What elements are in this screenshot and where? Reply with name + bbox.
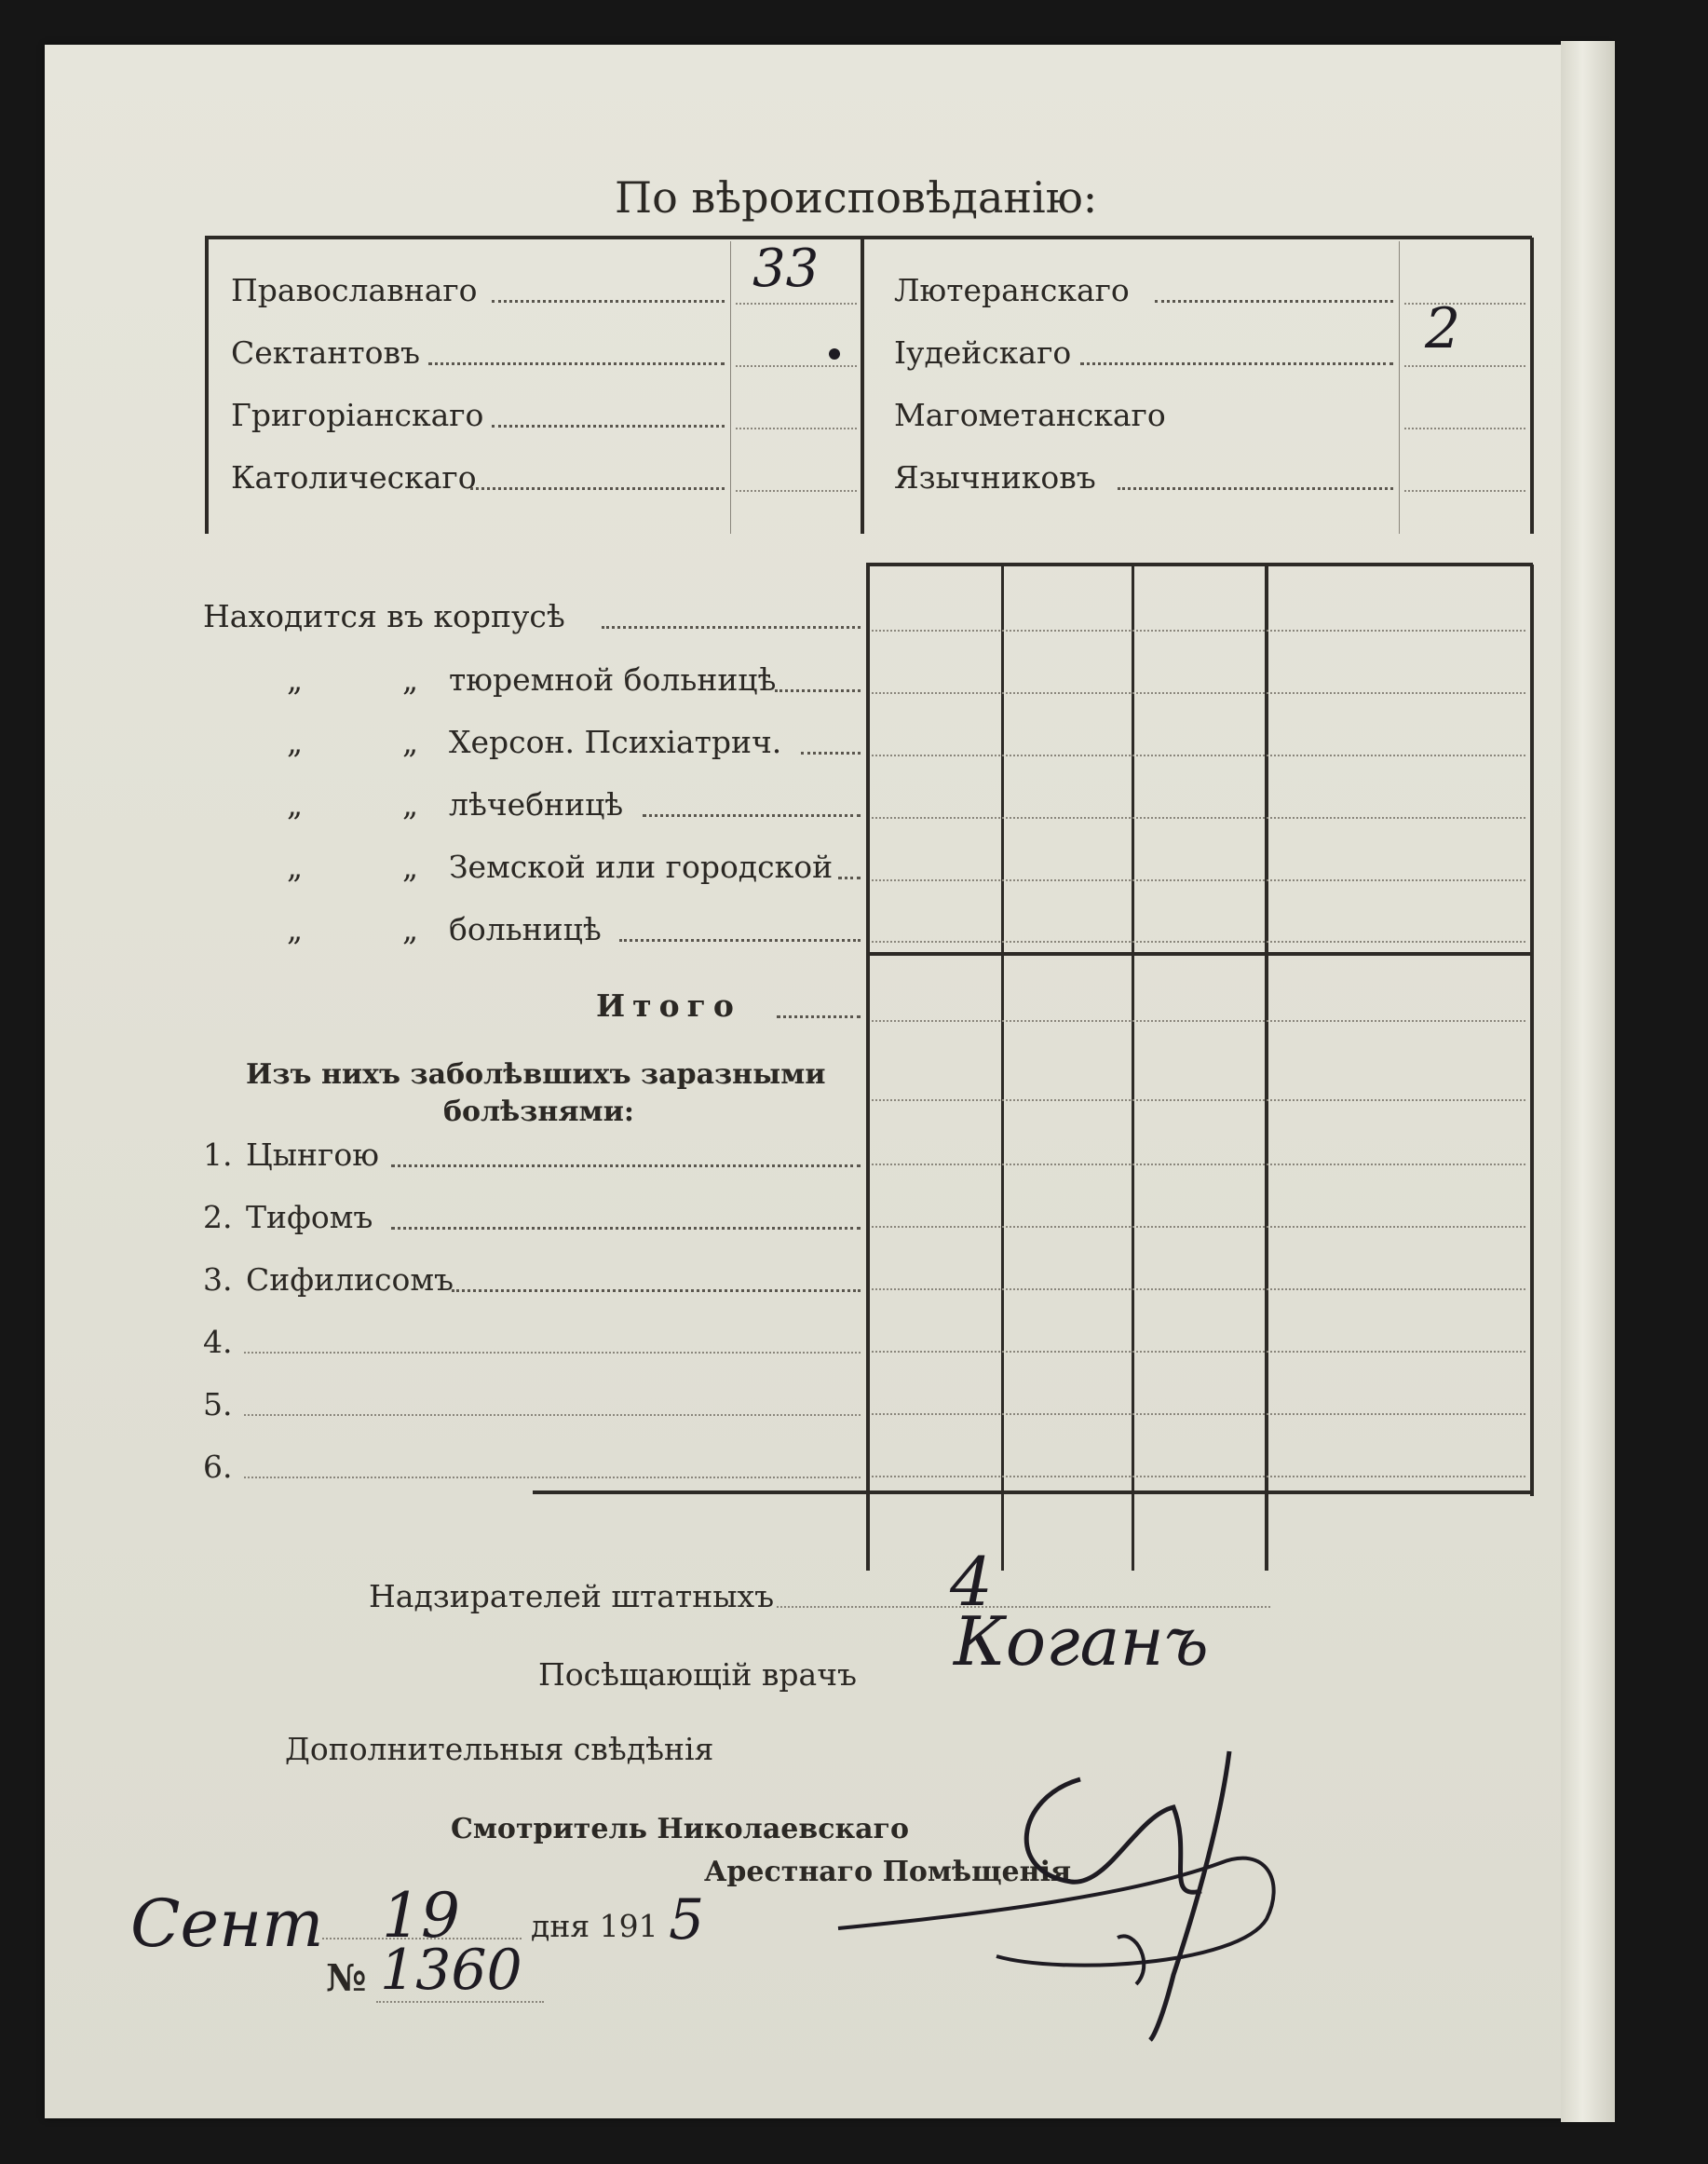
blank-line — [244, 1352, 861, 1354]
religion-gregorian-label: Григоріанскаго — [231, 397, 484, 433]
ditto-mark: „ — [287, 786, 304, 823]
grid-bottom-line — [533, 1490, 1533, 1494]
grid-row-line — [872, 1099, 1525, 1101]
signer-title-line2: Арестнаго Помѣщенія — [704, 1856, 1072, 1888]
religion-table-mid — [861, 238, 864, 534]
religion-muslim-label: Магометанскаго — [894, 397, 1166, 433]
grid-row-line — [872, 1413, 1525, 1415]
dots — [492, 425, 725, 428]
doctor-label: Посѣщающій врачъ — [538, 1656, 858, 1693]
religion-judaic-label: Іудейскаго — [894, 334, 1072, 371]
dots — [801, 752, 861, 755]
diseases-heading-line2: болѣзнями: — [443, 1096, 634, 1128]
cell-line — [736, 303, 857, 305]
cell-line — [1404, 428, 1525, 429]
disease-number: 3. — [203, 1261, 233, 1298]
cell-line — [736, 490, 857, 492]
grid-row-line — [872, 879, 1525, 881]
dots — [470, 487, 725, 490]
grid-row-line — [872, 1226, 1525, 1228]
ditto-mark: „ — [287, 724, 304, 760]
disease-number: 6. — [203, 1449, 233, 1485]
additional-info-label: Дополнительныя свѣдѣнія — [285, 1731, 714, 1767]
total-label: Итого — [596, 987, 741, 1024]
grid-col-5 — [1530, 565, 1534, 1496]
signature-flourish — [782, 1742, 1304, 2049]
grid-col-4 — [1265, 565, 1268, 1571]
disease-number: 1. — [203, 1136, 233, 1173]
paper-edge — [1561, 41, 1615, 2122]
dots — [391, 1227, 861, 1230]
ink-dot — [829, 348, 840, 360]
dots — [391, 1164, 861, 1167]
date-day: 19 — [382, 1880, 460, 1952]
location-zemstvo-label: Земской или городской — [449, 849, 834, 885]
ditto-mark: „ — [287, 661, 304, 698]
diseases-heading-line1: Изъ нихъ заболѣвшихъ заразными — [246, 1058, 826, 1091]
dots — [452, 1289, 861, 1292]
grid-row-line — [872, 1288, 1525, 1290]
dots — [492, 300, 725, 303]
grid-col-3 — [1132, 565, 1134, 1571]
grid-row-line — [872, 692, 1525, 694]
grid-row-line — [872, 755, 1525, 756]
location-psychiatric-label: Херсон. Психіатрич. — [449, 724, 782, 760]
grid-subtotal-line — [866, 952, 1533, 956]
location-clinic-label: лѣчебницѣ — [449, 786, 624, 823]
dots — [775, 689, 861, 692]
disease-number: 2. — [203, 1199, 233, 1235]
disease-number: 5. — [203, 1386, 233, 1422]
grid-col-1 — [866, 565, 870, 1571]
dots — [838, 877, 861, 879]
number-prefix: № — [326, 1956, 367, 2000]
dots — [643, 814, 861, 817]
guards-label: Надзирателей штатныхъ — [369, 1578, 775, 1614]
disease-number: 4. — [203, 1324, 233, 1360]
grid-row-line — [872, 1351, 1525, 1353]
grid-top — [866, 563, 1533, 566]
religion-heading: По вѣроисповѣданію: — [615, 172, 1098, 223]
ditto-mark: „ — [402, 786, 419, 823]
signer-title-line1: Смотритель Николаевскаго — [451, 1813, 909, 1845]
ditto-mark: „ — [402, 724, 419, 760]
grid-row-line — [872, 1164, 1525, 1165]
location-prison-hospital-label: тюремной больницѣ — [449, 661, 777, 698]
religion-table-left — [205, 238, 209, 534]
dots — [1155, 300, 1393, 303]
location-corps-label: Находится въ корпусѣ — [203, 598, 565, 634]
orthodox-count: 33 — [752, 238, 820, 299]
cell-line — [1404, 303, 1525, 305]
doctor-name-signature: Коганъ — [954, 1602, 1209, 1681]
date-year-digit: 5 — [669, 1887, 705, 1953]
religion-table-top — [205, 236, 1532, 239]
cell-line — [736, 365, 857, 367]
ditto-mark: „ — [402, 849, 419, 885]
religion-lutheran-label: Лютеранскаго — [894, 272, 1130, 308]
disease-typhus-label: Тифомъ — [246, 1199, 373, 1235]
blank-line — [244, 1477, 861, 1478]
dots — [619, 939, 861, 942]
religion-catholic-label: Католическаго — [231, 459, 477, 496]
ditto-mark: „ — [287, 911, 304, 947]
grid-row-line — [872, 1476, 1525, 1477]
religion-orthodox-label: Православнаго — [231, 272, 478, 308]
disease-syphilis-label: Сифилисомъ — [246, 1261, 454, 1298]
dots — [1118, 487, 1393, 490]
disease-scurvy-label: Цынгою — [246, 1136, 379, 1173]
grid-row-line — [872, 1020, 1525, 1022]
location-hospital-label: больницѣ — [449, 911, 602, 947]
dots — [428, 362, 725, 365]
dots — [602, 626, 861, 629]
ditto-mark: „ — [402, 661, 419, 698]
dots — [777, 1015, 861, 1018]
religion-value-col-right — [1399, 241, 1400, 534]
religion-table-right — [1530, 238, 1534, 534]
religion-sectarian-label: Сектантовъ — [231, 334, 421, 371]
grid-row-line — [872, 817, 1525, 819]
ditto-mark: „ — [287, 849, 304, 885]
ditto-mark: „ — [402, 911, 419, 947]
grid-row-line — [872, 941, 1525, 943]
document-number: 1360 — [380, 1938, 522, 2003]
blank-line — [244, 1414, 861, 1416]
date-month: Сент — [130, 1885, 324, 1962]
cell-line — [1404, 365, 1525, 367]
cell-line — [736, 428, 857, 429]
number-line — [376, 2001, 544, 2003]
religion-value-col-left — [730, 241, 731, 534]
guards-count: 4 — [950, 1543, 993, 1621]
grid-col-2 — [1001, 565, 1004, 1571]
dots — [1080, 362, 1393, 365]
date-text: дня 191 — [531, 1908, 658, 1944]
religion-pagan-label: Язычниковъ — [894, 459, 1096, 496]
cell-line — [1404, 490, 1525, 492]
judaic-count: 2 — [1425, 296, 1461, 361]
grid-row-line — [872, 630, 1525, 632]
